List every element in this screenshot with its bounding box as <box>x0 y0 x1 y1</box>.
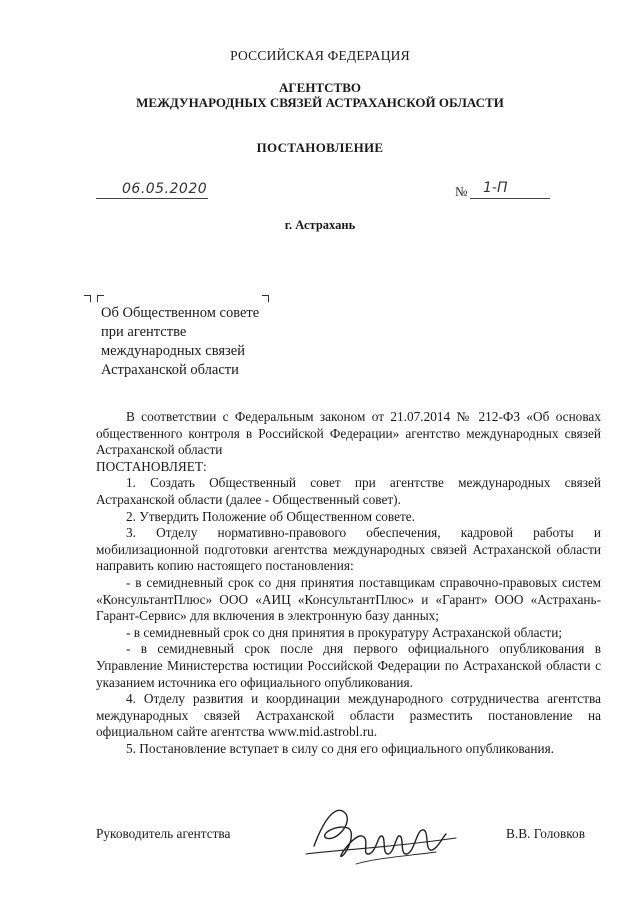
document-number: 1-П <box>483 180 508 196</box>
signatory-role: Руководитель агентства <box>96 826 231 841</box>
subject-corner-mark <box>97 295 104 302</box>
clause-5: 5. Постановление вступает в силу со дня его официального опубликования. <box>126 740 555 756</box>
clause-3-item-a: - в семидневный срок со дня принятия поставщикам справочно-правовых систем «КонсультантПлюс» ООО «АИЦ «КонсультантПлюс» и «Гарант» ООО «Астрахань-Гарант-Сервис» для включения в электронную базу данных; <box>96 574 601 624</box>
number-label: № <box>455 184 468 199</box>
subject-corner-mark <box>84 295 91 302</box>
resolves-heading: ПОСТАНОВЛЯЕТ: <box>96 458 207 474</box>
document-body <box>96 409 601 757</box>
subject-corner-mark <box>262 295 269 302</box>
subject-line: международных связей <box>101 343 245 359</box>
subject-line: Об Общественном совете <box>101 305 260 321</box>
date-underline <box>96 198 208 199</box>
clause-2: 2. Утвердить Положение об Общественном совете. <box>126 508 416 524</box>
clause-1: 1. Создать Общественный совет при агентстве международных связей Астраханской области (далее - Общественный совет). <box>96 475 601 507</box>
agency-heading-line1: АГЕНТСТВО <box>279 80 361 95</box>
clause-4: 4. Отделу развития и координации международного сотрудничества агентства международных связей Астраханской области разместить постановление на официальном сайте агентства www.mid.astrobl.ru. <box>96 691 601 740</box>
number-underline <box>470 198 550 199</box>
handwritten-signature <box>296 794 466 874</box>
document-city: г. Астрахань <box>284 218 356 232</box>
country-heading: РОССИЙСКАЯ ФЕДЕРАЦИЯ <box>230 48 410 63</box>
document-date: 06.05.2020 <box>122 181 208 197</box>
clause-3-item-c: - в семидневный срок после дня первого официального опубликования в Управление Министерства юстиции Российской Федерации по Астраханской области с указанием источника его официального опубликования. <box>96 641 601 690</box>
document-type-heading: ПОСТАНОВЛЕНИЕ <box>256 140 384 155</box>
clause-3-item-b: - в семидневный срок со дня принятия в прокуратуру Астраханской области; <box>126 624 563 640</box>
document-subject <box>101 304 281 380</box>
subject-line: при агентстве <box>101 324 187 340</box>
signatory-name: В.В. Головков <box>506 826 585 841</box>
preamble-paragraph: В соответствии с Федеральным законом от 21.07.2014 № 212-ФЗ «Об основах общественного контроля в Российской Федерации» агентство международных связей Астраханской области <box>96 409 601 458</box>
agency-heading-line2: МЕЖДУНАРОДНЫХ СВЯЗЕЙ АСТРАХАНСКОЙ ОБЛАСТИ <box>136 95 504 110</box>
clause-3: 3. Отделу нормативно-правового обеспечения, кадровой работы и мобилизационной подготовки агентства международных связей Астраханской области направить копию настоящего постановления: <box>96 525 601 574</box>
subject-line: Астраханской области <box>101 362 239 378</box>
